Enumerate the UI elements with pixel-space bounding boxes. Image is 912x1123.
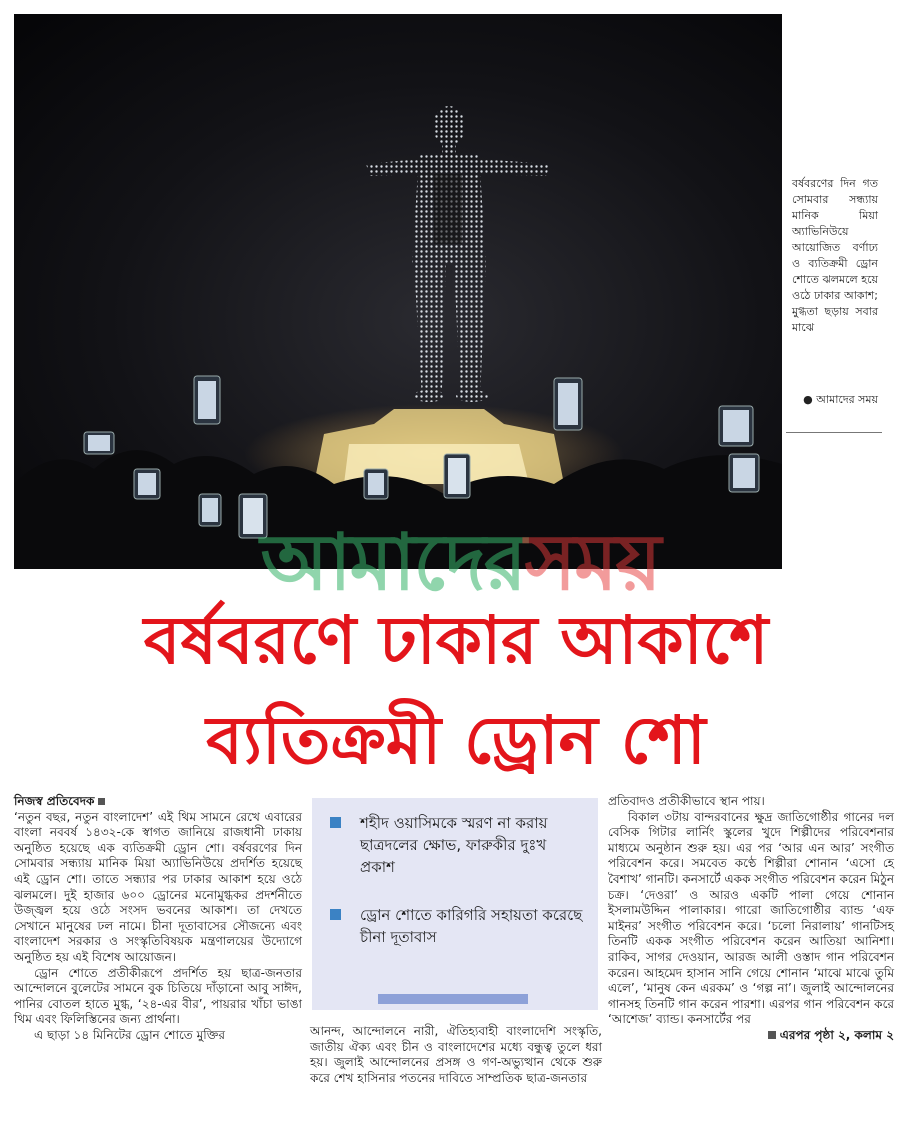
- drone-show-illustration: [14, 14, 782, 569]
- paragraph: আনন্দ, আন্দোলনে নারী, ঐতিহ্যবাহী বাংলাদেশি সংস্কৃতি, জাতীয় ঐক্য এবং চীন ও বাংলাদেশের মধ্যে বন্ধুত্ব তুলে ধরা হয়। জুলাই আন্দোলনের প্রসঙ্গ ও গণ-অভ্যুত্থান থেকে শুরু করে শেখ হাসিনার পতনের দাবিতে সাম্প্রতিক ছাত্র-জনতার: [310, 1024, 602, 1085]
- square-bullet-icon: [330, 817, 341, 828]
- highlight-item: ড্রোন শোতে কারিগরি সহায়তা করেছে চীনা দূতাবাস: [330, 904, 584, 948]
- paragraph: এ ছাড়া ১৪ মিনিটের ড্রোন শোতে মুক্তির: [34, 1027, 225, 1042]
- headline-line-2: ব্যতিক্রমী ড্রোন শো: [206, 702, 706, 779]
- paragraph: ড্রোন শোতে প্রতীকীরূপে প্রদর্শিত হয় ছাত্র-জনতার আন্দোলনে বুলেটের সামনে বুক চিতিয়ে দাঁড়ানো আবু সাঈদ, পানির বোতল হাতে মুগ্ধ, ‘২৪-এর বীর’, পায়রার খাঁচা ভাঙা থিম এবং ফিলিস্তিনের জন্য প্রার্থনা।: [14, 965, 302, 1027]
- continue-bullet-icon: [768, 1031, 776, 1039]
- paragraph: প্রতিবাদও প্রতীকীভাবে স্থান পায়।: [608, 794, 765, 808]
- drone-figure: [366, 106, 550, 402]
- paragraph: ‘নতুন বছর, নতুন বাংলাদেশ’ এই থিম সামনে রেখে এবারের বাংলা নববর্ষ ১৪৩২-কে স্বাগত জানিয়ে রাজধানী ঢাকায় অনুষ্ঠিত হয়েছে এক ব্যতিক্রমী ড্রোন শো। বর্ষবরণের দিন সোমবার সন্ধ্যায় মানিক মিয়া অ্যাভিনিউয়ে প্রদর্শিত হয়েছে এই ড্রোন শো। তাতে সন্ধ্যার পর ঢাকার আকাশ হয়ে ওঠে ঝলমলে। দুই হাজার ৬০০ ড্রোনের মনোমুগ্ধকর প্রদর্শনীতে উজ্জ্বল হয়ে ওঠে সংসদ ভবনের আকাশ। তা দেখতে সেখানে মানুষের ঢল নামে। চীনা দূতাবাসের সৌজন্যে এবং বাংলাদেশ সরকার ও সংস্কৃতিবিষয়ক মন্ত্রণালয়ের উদ্যোগে অনুষ্ঠিত হয় এই বিশেষ আয়োজন।: [14, 809, 302, 964]
- caption-divider: [786, 432, 882, 433]
- paragraph: বিকাল ৩টায় বান্দরবানের ক্ষুদ্র জাতিগোষ্ঠীর গানের দল বেসিক গিটার লার্নিং স্কুলের খুদে শিল্পীদের পরিবেশনার মাধ্যমে অনুষ্ঠান শুরু হয়। এর পর ‘আর এন আর’ সংগীত পরিবেশন করে। সমবেত কণ্ঠে শিল্পীরা শোনান ‘এসো হে বৈশাখ’ গানটি। কনসার্টে একক সংগীত পরিবেশন করেন মিঠুন চক্র। ‘দেওরা’ ও আরও একটি পালা গেয়ে শোনান ইসলামউদ্দিন পালাকার। গারো জাতিগোষ্ঠীর ব্যান্ড ‘এফ মাইনর’ সংগীত পরিবেশন করে। ‘চলো নিরালায়’ গানটিসহ তিনটি একক সংগীত পরিবেশন করেন আতিয়া আনিশা। রাকিব, সাগর দেওয়ান, আরজ আলী ওস্তাদ গান পরিবেশন করেন। আহমেদ হাসান সানি গেয়ে শোনান ‘মাঝে মাঝে তুমি এলে’, ‘মানুষ কেন এরকম’ ও ‘গল্প না’। জুলাই আন্দোলনের গানসহ তিনটি গান করেন পারশা। এরপর গান পরিবেশন করে ‘আশেজ’ ব্যান্ড। কনসার্টের পর: [608, 809, 894, 1027]
- watermark-part-1: আমাদের: [260, 518, 525, 608]
- highlight-box: [312, 798, 598, 1010]
- watermark-logo: [150, 518, 770, 608]
- highlight-item: শহীদ ওয়াসিমকে স্মরণ না করায় ছাত্রদলের ক্ষোভ, ফারুকীর দুঃখ প্রকাশ: [330, 812, 584, 878]
- photo-credit: ● আমাদের সময়: [803, 393, 878, 406]
- headline-line-1: বর্ষবরণে ঢাকার আকাশে: [143, 602, 769, 679]
- drone-show-photo: [14, 14, 782, 569]
- square-bullet-icon: [330, 909, 341, 920]
- article-column-3: [608, 794, 894, 1044]
- byline-bullet-icon: [98, 798, 105, 805]
- continue-reference: এরপর পৃষ্ঠা ২, কলাম ২: [608, 1028, 894, 1044]
- box-accent-bar: [378, 994, 528, 1004]
- watermark-part-2: সময়: [524, 518, 660, 608]
- photo-caption: বর্ষবরণের দিন গত সোমবার সন্ধ্যায় মানিক মিয়া অ্যাভিনিউয়ে আয়োজিত বর্ণাঢ্য ও ব্যতিক্রমী ড্রোন শোতে ঝলমলে হয়ে ওঠে ঢাকার আকাশ; মুগ্ধতা ছড়ায় সবার মাঝে: [792, 177, 878, 334]
- byline: নিজস্ব প্রতিবেদক: [14, 794, 302, 810]
- article-column-2: [310, 1024, 602, 1086]
- article-column-1: [14, 794, 302, 1044]
